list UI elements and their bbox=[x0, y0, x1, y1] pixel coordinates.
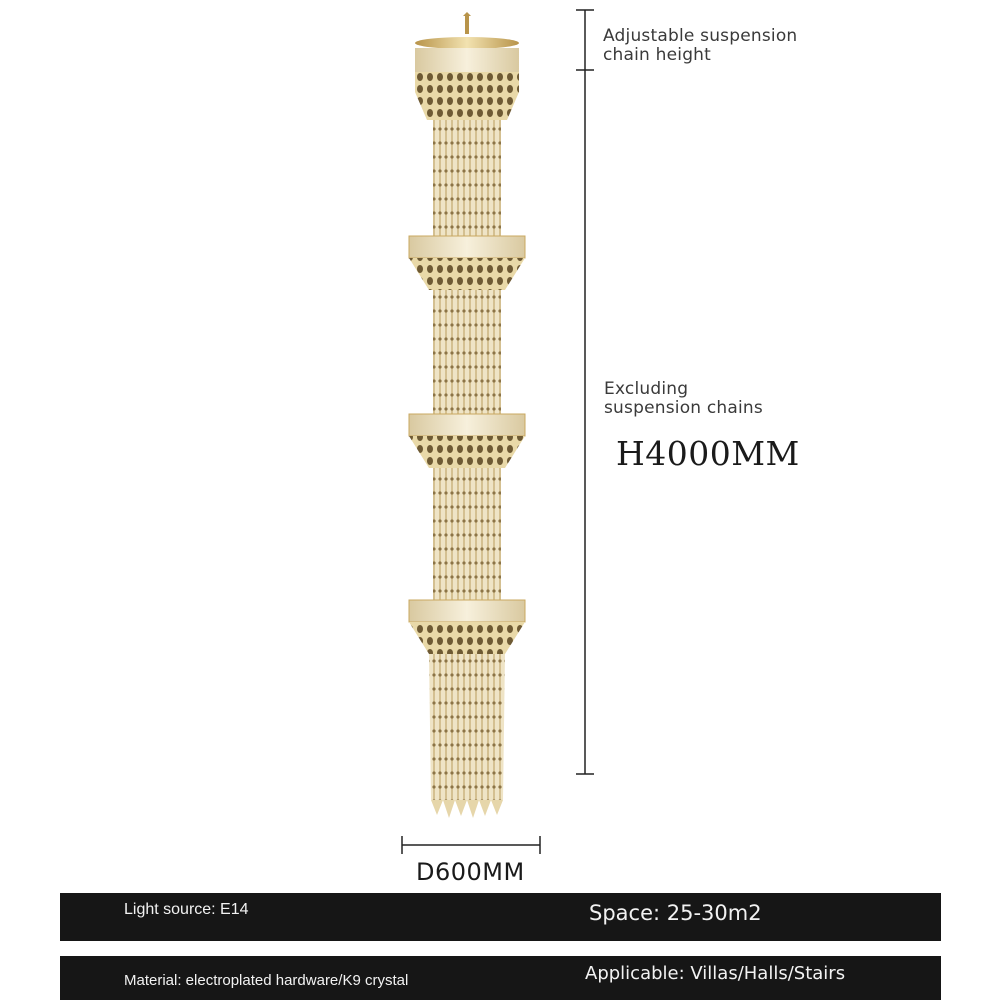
chain-note-line2: chain height bbox=[603, 45, 712, 65]
spec-bar-2 bbox=[60, 956, 941, 1000]
tier-ring bbox=[409, 236, 525, 290]
chandelier-image bbox=[395, 10, 540, 835]
chain-note-line1: Adjustable suspension bbox=[603, 26, 798, 46]
crystal-column bbox=[433, 468, 501, 600]
material-text: Material: electroplated hardware/K9 crystal bbox=[124, 972, 409, 989]
excluding-note bbox=[604, 380, 763, 418]
excluding-note-line1: Excluding bbox=[604, 379, 689, 399]
diameter-dimension-line bbox=[398, 832, 544, 858]
crystal-fringe bbox=[429, 654, 505, 800]
diameter-label: D600MM bbox=[416, 858, 525, 886]
chain-note bbox=[603, 27, 797, 65]
tier-ring bbox=[409, 600, 525, 654]
space-text: Space: 25-30m2 bbox=[589, 901, 762, 925]
excluding-note-line2: suspension chains bbox=[604, 398, 763, 418]
tier-top bbox=[415, 48, 519, 120]
canopy bbox=[415, 12, 519, 49]
tier-ring bbox=[409, 414, 525, 468]
crystal-column bbox=[433, 290, 501, 416]
height-label: H4000MM bbox=[616, 434, 800, 473]
crystal-column bbox=[433, 120, 501, 238]
applicable-text: Applicable: Villas/Halls/Stairs bbox=[585, 963, 846, 984]
light-source-text: Light source: E14 bbox=[124, 901, 249, 918]
spec-bar-1 bbox=[60, 893, 941, 941]
